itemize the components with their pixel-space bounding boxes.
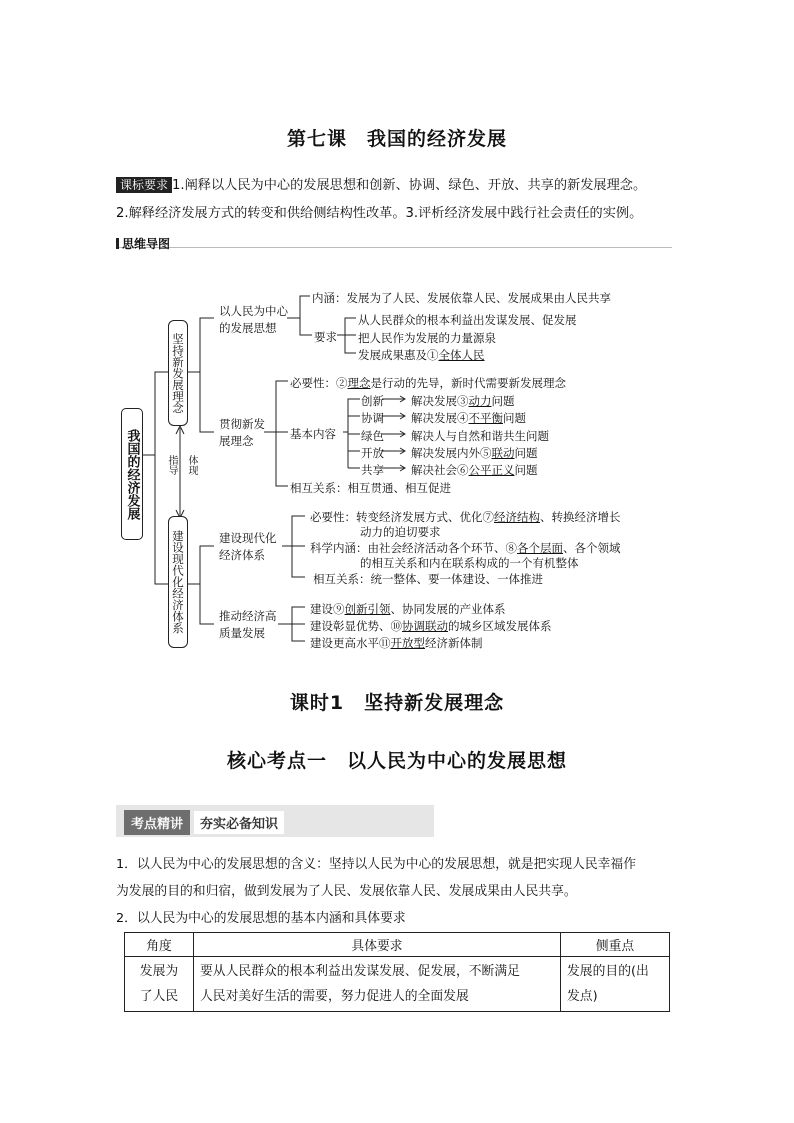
table-cell-angle: [125, 957, 194, 1012]
angle-line2: 了人民: [139, 989, 179, 1004]
link-label-left: 指导: [166, 455, 177, 475]
b1-node1-b1: 从人民群众的根本利益出发谋发展、促发展: [358, 313, 577, 327]
b2-node1-a: [310, 509, 621, 525]
b2-node2-a-post: 、协同发展的产业体系: [390, 602, 506, 616]
table-row: [125, 957, 670, 1012]
b2-node1-b-l2: 的相互关系和内在联系构成的一个有机整体: [360, 556, 579, 570]
link-label-right: 体现: [186, 455, 197, 475]
item-post: 问题: [503, 411, 526, 425]
item-row-2: [361, 410, 526, 426]
b1-node2: 贯彻新发展理念: [219, 417, 265, 448]
req-line1: 要从人民群众的根本利益出发谋发展、促发展，不断满足: [200, 964, 520, 979]
item-post: 问题: [514, 446, 538, 460]
band-subtitle: 夯实必备知识: [194, 811, 284, 834]
mindmap-root: [121, 408, 143, 540]
requirements-tag: 课标要求: [116, 177, 172, 193]
focus-line2: 发点): [567, 989, 598, 1004]
table-cell-focus: [561, 957, 670, 1012]
item-pre: 解决发展④: [411, 411, 469, 425]
table-header-requirements: 具体要求: [194, 933, 561, 957]
b2-node2-a: [310, 601, 506, 617]
b2-node2-c: [310, 635, 483, 651]
item-post: 问题: [514, 463, 538, 477]
b2-node2: 推动经济高质量发展: [219, 609, 277, 640]
paragraph-2: 2．以人民为中心的发展思想的基本内涵和具体要求: [116, 911, 406, 926]
paragraph-1-line1: 1．以人民为中心的发展思想的含义：坚持以人民为中心的发展思想，就是把实现人民幸福作: [116, 857, 637, 872]
item-row-3: [361, 428, 549, 444]
table-header-angle: 角度: [125, 933, 194, 957]
item-pre: 解决发展③: [411, 394, 469, 408]
mindmap-branch-1: [168, 320, 188, 426]
b2-node2-b-pre: 建设彰显优势、⑩: [310, 619, 402, 633]
item-pre: 解决社会⑥: [411, 463, 469, 477]
b2-node2-b-post: 的城乡区域发展体系: [448, 619, 552, 633]
mindmap-branch-2-label: 建设现代化经济体系: [171, 530, 185, 634]
table-header-focus: 侧重点: [561, 933, 670, 957]
item-key: 协调: [361, 411, 384, 425]
item-pre: 解决发展内外⑤: [411, 446, 492, 460]
b1-node2-b: 基本内容: [290, 427, 336, 441]
b2-node1-b-pre: 科学内涵：由社会经济活动各个环节、⑧: [310, 541, 517, 555]
b2-node1-b: [310, 540, 621, 556]
answer-5: 联动: [491, 446, 515, 460]
b2-node2-a-pre: 建设⑨: [310, 602, 345, 616]
b1-node2-a: [290, 375, 566, 391]
answer-10: 协调联动: [402, 619, 448, 633]
item-post: 问题: [491, 394, 515, 408]
b1-node1-b2: 把人民作为发展的力量源泉: [358, 331, 496, 345]
item-key: 绿色: [361, 429, 384, 443]
b1-node1-b: 要求: [314, 330, 337, 344]
mindmap-branch-1-label: 坚持新发展理念: [171, 332, 185, 414]
b2-node2-b: [310, 618, 552, 634]
b2-node1-a-l2: 动力的迫切要求: [360, 525, 441, 539]
table-header-row: [125, 933, 670, 957]
item-row-4: [361, 445, 538, 461]
answer-9: 创新引领: [344, 602, 391, 616]
b2-node2-c-post: 经济新体制: [425, 636, 483, 650]
b2-node1: 建设现代化经济体系: [219, 531, 277, 562]
angle-line1: 发展为: [139, 964, 179, 979]
b2-node1-a-post: 、转换经济增长: [540, 510, 621, 524]
item-row-1: [361, 393, 515, 409]
answer-6: 公平正义: [468, 463, 515, 477]
answer-1: 全体人民: [438, 348, 485, 362]
core-title: 核心考点一 以人民为中心的发展思想: [226, 750, 567, 772]
requirements-line2: 2.解释经济发展方式的转变和供给侧结构性改革。3.评析经济发展中践行社会责任的实例。: [116, 206, 643, 221]
section-band: [116, 805, 434, 837]
answer-3: 动力: [468, 394, 492, 408]
b2-node1-a-pre: 必要性：转变经济发展方式、优化⑦: [310, 510, 494, 524]
paragraph-1-line2: 为发展的目的和归宿，做到发展为了人民、发展依靠人民、发展成果由人民共享。: [116, 884, 577, 899]
table-cell-requirements: [194, 957, 561, 1012]
b1-node2-a-post: 是行动的先导，新时代需要新发展理念: [370, 376, 566, 390]
answer-11: 开放型: [390, 636, 425, 650]
lesson-title: 第七课 我国的经济发展: [286, 128, 507, 150]
requirements-table: [124, 932, 670, 1012]
answer-8: 各个层面: [517, 541, 563, 555]
mindmap-tag: 思维导图: [122, 237, 171, 251]
answer-2: 理念: [347, 376, 371, 390]
item-key: 开放: [361, 446, 384, 460]
b2-node1-b-post: 、各个领域: [563, 541, 621, 555]
b2-node1-c: 相互关系：统一整体、要一体建设、一体推进: [313, 572, 543, 586]
req-line2: 人民对美好生活的需要，努力促进人的全面发展: [200, 989, 469, 1004]
item-row-5: [361, 462, 538, 478]
mindmap-branch-2: [168, 516, 188, 648]
focus-line1: 发展的目的(出: [567, 964, 649, 979]
b1-node2-a-pre: 必要性：②: [290, 376, 348, 390]
b1-node1: 以人民为中心的发展思想: [219, 304, 288, 335]
answer-7: 经济结构: [494, 510, 540, 524]
b2-node2-c-pre: 建设更高水平⑪: [310, 636, 391, 650]
b1-node2-c: 相互关系：相互贯通、相互促进: [290, 481, 451, 495]
period-title: 课时1 坚持新发展理念: [289, 692, 505, 714]
band-tag: 考点精讲: [124, 810, 190, 835]
answer-4: 不平衡: [468, 411, 503, 425]
requirements-text1: 1.阐释以人民为中心的发展思想和创新、协调、绿色、开放、共享的新发展理念。: [172, 178, 647, 193]
b1-node1-b3: [358, 347, 485, 363]
item-key: 创新: [361, 394, 384, 408]
b1-node1-b3-pre: 发展成果惠及①: [358, 348, 439, 362]
item-pre: 解决人与自然和谐共生问题: [411, 429, 549, 443]
mindmap-root-label: 我国的经济发展: [124, 428, 140, 520]
item-key: 共享: [361, 463, 384, 477]
b1-node1-a: 内涵：发展为了人民、发展依靠人民、发展成果由人民共享: [312, 291, 611, 305]
